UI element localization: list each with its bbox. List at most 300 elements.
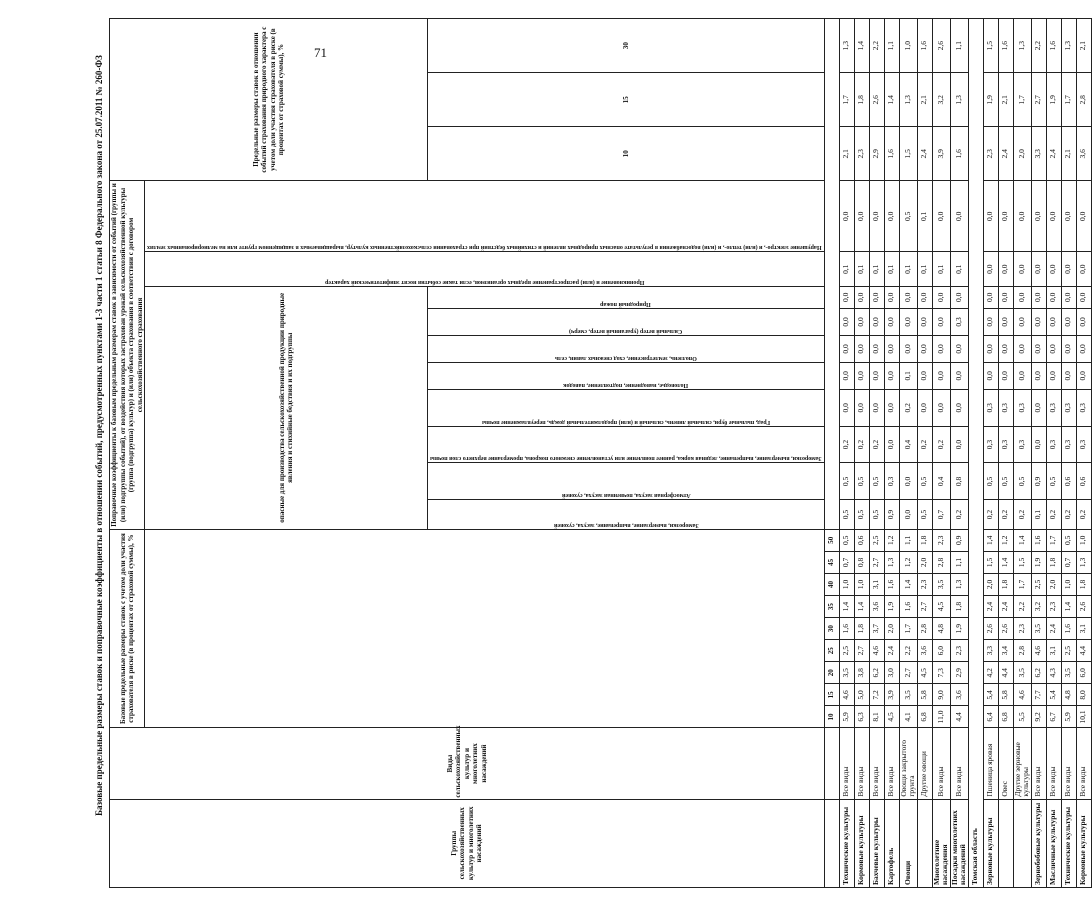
base-rate-cell: 1,9 [884, 596, 899, 618]
coefficient-cell: 0,1 [899, 362, 917, 389]
final-rate-cell: 1,1 [884, 19, 899, 73]
base-rate-cell: 5,8 [917, 684, 932, 706]
header-coef-col-9: Нарушение электро-, и (или) тепло-, и (или) водоснабжения в результате опасных природных явлений и стихийных бедствий при страховании сельскохозяйственных культур, выращиваемых в защищенном грунте или на мелиорированных землях [145, 181, 825, 252]
base-rate-cell: 1,3 [1076, 551, 1091, 573]
base-rate-cell: 2,3 [1013, 618, 1031, 640]
base-rate-cell: 6,8 [917, 706, 932, 728]
header-coef: Поправочные коэффициенты к базовым предельным размерам ставок в зависимости от событий (группы и (или) подгруппы событий), от воздействия которых застрахован урожай сельскохозяйственной культуры (группа (подгруппа) культур) и (или) объекта страхования в соответствии с договором сельскохозяйственного страхования [110, 181, 145, 529]
coefficient-cell: 0,3 [998, 426, 1013, 463]
coefficient-cell: 0,3 [1061, 426, 1076, 463]
coefficient-cell: 0,0 [869, 308, 884, 335]
coefficient-cell: 0,1 [899, 252, 917, 286]
final-rate-cell: 2,1 [839, 127, 854, 181]
base-rate-cell: 3,5 [1013, 662, 1031, 684]
row-group [917, 799, 932, 887]
coefficient-cell: 0,0 [839, 362, 854, 389]
base-rate-cell: 5,9 [839, 706, 854, 728]
base-rate-cell: 2,5 [1031, 573, 1046, 595]
share-spacer [824, 728, 839, 799]
coefficient-cell: 0,0 [1076, 181, 1091, 252]
base-rate-cell: 4,3 [1046, 662, 1061, 684]
header-share: 15 [824, 684, 839, 706]
coefficient-cell: 0,0 [884, 389, 899, 426]
final-rate-cell: 2,2 [1031, 19, 1046, 73]
base-rate-cell: 2,6 [983, 618, 998, 640]
coefficient-cell: 0,0 [899, 500, 917, 529]
coefficient-cell: 0,2 [1013, 500, 1031, 529]
table-row [869, 19, 884, 888]
coefficient-cell: 0,3 [983, 389, 998, 426]
base-rate-cell: 0,9 [950, 529, 968, 551]
base-rate-cell: 2,4 [1046, 618, 1061, 640]
base-rate-cell: 1,8 [950, 596, 968, 618]
coefficient-cell: 0,0 [1031, 362, 1046, 389]
coefficient-cell: 0,0 [932, 286, 950, 308]
coefficient-cell: 0,0 [1046, 308, 1061, 335]
base-rate-cell: 2,2 [899, 640, 917, 662]
row-group [1013, 799, 1031, 887]
coefficient-cell: 0,0 [983, 252, 998, 286]
base-rate-cell: 6,2 [1031, 662, 1046, 684]
base-rate-cell: 2,7 [917, 596, 932, 618]
base-rate-cell: 3,1 [1076, 618, 1091, 640]
row-kind: Другие зерновые культуры [1013, 728, 1031, 799]
coefficient-cell: 0,3 [1061, 389, 1076, 426]
coefficient-cell: 0,0 [854, 308, 869, 335]
coefficient-cell: 0,1 [854, 252, 869, 286]
coefficient-cell: 0,0 [950, 286, 968, 308]
base-rate-cell: 1,8 [998, 573, 1013, 595]
header-coef-col-8: Проникновение и (или) распространение вредных организмов, если такие события носят эпифитотический характер [145, 252, 825, 286]
base-rate-cell: 4,6 [1013, 684, 1031, 706]
row-group: Масличные культуры [1046, 799, 1061, 887]
coefficient-cell: 0,0 [917, 308, 932, 335]
table-row [917, 19, 932, 888]
base-rate-cell: 1,0 [1061, 573, 1076, 595]
base-rate-cell: 3,4 [998, 640, 1013, 662]
base-rate-cell: 1,3 [884, 551, 899, 573]
header-share: 45 [824, 551, 839, 573]
base-rate-cell: 4,6 [839, 684, 854, 706]
final-rate-cell: 1,5 [899, 127, 917, 181]
final-rate-cell: 3,2 [932, 73, 950, 127]
base-rate-cell: 1,6 [899, 596, 917, 618]
header-share: 30 [824, 618, 839, 640]
base-rate-cell: 7,2 [869, 684, 884, 706]
base-rate-cell: 2,5 [1061, 640, 1076, 662]
coefficient-cell: 0,3 [1076, 426, 1091, 463]
base-rate-cell: 1,2 [884, 529, 899, 551]
header-final-share-0: 10 [428, 127, 824, 181]
final-rate-cell: 1,5 [983, 19, 998, 73]
base-rate-cell: 1,2 [998, 529, 1013, 551]
coefficient-cell: 0,1 [917, 252, 932, 286]
base-rate-cell: 2,3 [932, 529, 950, 551]
base-rate-cell: 3,2 [1031, 596, 1046, 618]
base-rate-cell: 0,5 [1061, 529, 1076, 551]
coefficient-cell: 0,0 [854, 286, 869, 308]
row-kind: Все виды [884, 728, 899, 799]
coefficient-cell: 0,2 [1046, 500, 1061, 529]
coefficient-cell: 0,0 [1061, 362, 1076, 389]
base-rate-cell: 5,4 [1046, 684, 1061, 706]
base-rate-cell: 2,8 [917, 618, 932, 640]
final-rate-cell: 1,3 [839, 19, 854, 73]
coefficient-cell: 0,3 [1013, 389, 1031, 426]
coefficient-cell: 0,2 [932, 426, 950, 463]
coefficient-cell: 0,0 [839, 335, 854, 362]
coefficient-cell: 0,0 [983, 286, 998, 308]
base-rate-cell: 0,8 [854, 551, 869, 573]
base-rate-cell: 2,8 [932, 551, 950, 573]
base-rate-cell: 1,7 [1046, 529, 1061, 551]
base-rate-cell: 2,8 [1013, 640, 1031, 662]
base-rate-cell: 5,0 [854, 684, 869, 706]
base-rate-cell: 7,7 [1031, 684, 1046, 706]
coefficient-cell: 0,5 [869, 463, 884, 500]
base-rate-cell: 6,2 [869, 662, 884, 684]
coefficient-cell: 0,0 [983, 335, 998, 362]
base-rate-cell: 2,3 [917, 573, 932, 595]
coefficient-cell: 0,0 [950, 181, 968, 252]
base-rate-cell: 4,6 [1031, 640, 1046, 662]
coefficient-cell: 0,0 [854, 362, 869, 389]
coefficient-cell: 0,0 [869, 362, 884, 389]
base-rate-cell: 1,6 [839, 618, 854, 640]
final-rate-cell: 2,6 [869, 73, 884, 127]
base-rate-cell: 4,4 [998, 662, 1013, 684]
coefficient-cell: 0,5 [854, 463, 869, 500]
base-rate-cell: 2,7 [869, 551, 884, 573]
base-rate-cell: 0,6 [854, 529, 869, 551]
coefficient-cell: 0,0 [917, 362, 932, 389]
base-rate-cell: 1,9 [950, 618, 968, 640]
base-rate-cell: 1,7 [899, 618, 917, 640]
final-rate-cell: 1,3 [950, 73, 968, 127]
coefficient-cell: 0,0 [1013, 252, 1031, 286]
table-row [1031, 19, 1046, 888]
coefficient-cell: 0,0 [869, 389, 884, 426]
table-row [854, 19, 869, 888]
final-rate-cell: 1,0 [899, 19, 917, 73]
coefficient-cell: 0,3 [1046, 426, 1061, 463]
coefficient-cell: 0,0 [1076, 335, 1091, 362]
coefficient-cell: 0,0 [884, 335, 899, 362]
final-rate-cell: 1,6 [998, 19, 1013, 73]
final-rate-cell: 2,7 [1031, 73, 1046, 127]
base-rate-cell: 1,6 [1031, 529, 1046, 551]
coefficient-cell: 0,0 [899, 463, 917, 500]
coefficient-cell: 0,0 [998, 335, 1013, 362]
base-rate-cell: 6,0 [932, 640, 950, 662]
coefficient-cell: 0,9 [884, 500, 899, 529]
coefficient-cell: 0,4 [932, 463, 950, 500]
base-rate-cell: 1,5 [1013, 551, 1031, 573]
coefficient-cell: 0,3 [884, 463, 899, 500]
row-group: Бахчевые культуры [869, 799, 884, 887]
final-rate-cell: 2,1 [1076, 19, 1091, 73]
base-rate-cell: 1,9 [1031, 551, 1046, 573]
final-rate-cell: 2,9 [869, 127, 884, 181]
coefficient-cell: 0,0 [932, 308, 950, 335]
coefficient-cell: 0,0 [1031, 286, 1046, 308]
coefficient-cell: 0,0 [932, 335, 950, 362]
coefficient-cell: 0,5 [869, 500, 884, 529]
base-rate-cell: 1,8 [854, 618, 869, 640]
base-rate-cell: 9,2 [1031, 706, 1046, 728]
base-rate-cell: 0,5 [839, 529, 854, 551]
base-rate-cell: 3,5 [1061, 662, 1076, 684]
base-rate-cell: 1,1 [950, 551, 968, 573]
row-kind: Другие овощи [917, 728, 932, 799]
base-rate-cell: 4,8 [932, 618, 950, 640]
coefficient-cell: 0,1 [932, 252, 950, 286]
coefficient-cell: 0,0 [839, 286, 854, 308]
table-row [884, 19, 899, 888]
coefficient-cell: 0,0 [884, 181, 899, 252]
header-final-share-2: 30 [428, 19, 824, 73]
coefficient-cell: 0,7 [932, 500, 950, 529]
coefficient-cell: 0,0 [1046, 362, 1061, 389]
base-rate-cell: 0,7 [839, 551, 854, 573]
final-rate-cell: 1,4 [854, 19, 869, 73]
header-base-spacer [145, 529, 825, 728]
share-header-row [824, 19, 839, 888]
coefficient-cell: 0,0 [1046, 335, 1061, 362]
table-row [950, 19, 968, 888]
final-rate-cell: 1,7 [1013, 73, 1031, 127]
base-rate-cell: 6,4 [983, 706, 998, 728]
base-rate-cell: 2,0 [917, 551, 932, 573]
coefficient-cell: 0,0 [839, 389, 854, 426]
base-rate-cell: 1,0 [1076, 529, 1091, 551]
final-rate-cell: 1,3 [899, 73, 917, 127]
base-rate-cell: 1,8 [1076, 573, 1091, 595]
base-rate-cell: 3,0 [884, 662, 899, 684]
coefficient-cell: 0,0 [932, 362, 950, 389]
row-group: Многолетние насаждения [932, 799, 950, 887]
coefficient-cell: 0,0 [1046, 252, 1061, 286]
base-rate-cell: 4,5 [917, 662, 932, 684]
coefficient-cell: 0,3 [1076, 389, 1091, 426]
coefficient-cell: 0,0 [1076, 252, 1091, 286]
base-rate-cell: 1,2 [899, 551, 917, 573]
coefficient-cell: 0,0 [1013, 181, 1031, 252]
final-rate-cell: 2,2 [869, 19, 884, 73]
final-rate-cell: 3,6 [1076, 127, 1091, 181]
base-rate-cell: 1,4 [983, 529, 998, 551]
row-group: Технические культуры [1061, 799, 1076, 887]
coefficient-cell: 0,2 [917, 426, 932, 463]
coefficient-cell: 0,0 [1013, 308, 1031, 335]
coefficient-cell: 0,0 [884, 308, 899, 335]
base-rate-cell: 3,3 [983, 640, 998, 662]
coefficient-cell: 0,0 [839, 181, 854, 252]
coefficient-cell: 0,0 [998, 362, 1013, 389]
header-coef-col-6: Сильный ветер (ураганный ветер, смерч) [428, 308, 824, 335]
base-rate-cell: 3,1 [1046, 640, 1061, 662]
coefficient-cell: 0,0 [854, 335, 869, 362]
coefficient-cell: 0,0 [917, 335, 932, 362]
table-row [839, 19, 854, 888]
coefficient-cell: 0,2 [869, 426, 884, 463]
row-kind: Овес [998, 728, 1013, 799]
base-rate-cell: 7,3 [932, 662, 950, 684]
base-rate-cell: 1,4 [1013, 529, 1031, 551]
base-rate-cell: 4,2 [983, 662, 998, 684]
coefficient-cell: 0,0 [1061, 286, 1076, 308]
base-rate-cell: 4,4 [950, 706, 968, 728]
table-row [1046, 19, 1061, 888]
coefficient-cell: 0,0 [998, 252, 1013, 286]
coefficient-cell: 0,2 [899, 389, 917, 426]
coefficient-cell: 0,0 [884, 286, 899, 308]
coefficient-cell: 0,0 [1061, 308, 1076, 335]
base-rate-cell: 11,0 [932, 706, 950, 728]
base-rate-cell: 2,0 [884, 618, 899, 640]
base-rate-cell: 2,4 [884, 640, 899, 662]
final-rate-cell: 1,9 [983, 73, 998, 127]
row-group: Кормовые культуры [854, 799, 869, 887]
row-kind: Все виды [1061, 728, 1076, 799]
page-number: 71 [314, 45, 327, 60]
base-rate-cell: 3,6 [950, 684, 968, 706]
coefficient-cell: 0,3 [950, 308, 968, 335]
coefficient-cell: 0,3 [998, 389, 1013, 426]
row-kind: Все виды [950, 728, 968, 799]
header-coef-col-5: Оползень, землетрясение, сход снежных лавин, сель [428, 335, 824, 362]
coefficient-cell: 0,1 [917, 181, 932, 252]
row-kind: Все виды [869, 728, 884, 799]
header-share: 50 [824, 529, 839, 551]
coefficient-cell: 0,0 [932, 389, 950, 426]
document-title: Базовые предельные размеры ставок и поправочные коэффициенты в отношении событий, предусмотренных пунктами 1-3 части 1 статьи 8 Федерального закона от 25.07.2011 № 260-ФЗ [94, 55, 104, 816]
coefficient-cell: 0,0 [998, 308, 1013, 335]
header-group: Группы сельскохозяйственных культур и многолетних насаждений [110, 799, 825, 887]
coefficient-cell: 0,0 [983, 181, 998, 252]
header-coef-nature: опасные для производства сельскохозяйственной продукции природные явления и стихийные бедствия и их подгруппы [145, 286, 428, 529]
base-rate-cell: 2,2 [1013, 596, 1031, 618]
base-rate-cell: 2,0 [983, 573, 998, 595]
final-rate-cell: 2,1 [1061, 127, 1076, 181]
row-group: Зернобобовые культуры [1031, 799, 1046, 887]
base-rate-cell: 3,5 [839, 662, 854, 684]
coefficient-cell: 0,0 [884, 362, 899, 389]
base-rate-cell: 1,5 [983, 551, 998, 573]
coefficient-cell: 0,2 [950, 500, 968, 529]
base-rate-cell: 4,6 [869, 640, 884, 662]
coefficient-cell: 0,5 [899, 181, 917, 252]
base-rate-cell: 4,5 [932, 596, 950, 618]
coefficient-cell: 0,8 [950, 463, 968, 500]
coefficient-cell: 0,6 [1061, 463, 1076, 500]
header-coef-col-4: Половодье, наводнение, подтопление, паводок [428, 362, 824, 389]
final-rate-cell: 3,9 [932, 127, 950, 181]
base-rate-cell: 2,4 [998, 596, 1013, 618]
coefficient-cell: 0,0 [1076, 362, 1091, 389]
final-rate-cell: 1,8 [854, 73, 869, 127]
final-rate-cell: 3,3 [1031, 127, 1046, 181]
coefficient-cell: 0,2 [854, 426, 869, 463]
coefficient-cell: 0,0 [1076, 286, 1091, 308]
coefficient-cell: 0,0 [869, 335, 884, 362]
header-coef-col-3: Град, пыльные бури, сильный ливень, сильный и (или) продолжительный дождь, переувлажнение почвы [428, 389, 824, 426]
coefficient-cell: 0,2 [839, 426, 854, 463]
final-rate-cell: 2,8 [1076, 73, 1091, 127]
row-group: Зерновые культуры [983, 799, 998, 887]
header-base: Базовые предельные размеры ставок с учетом доли участия страхователя в риске (в процентах от страховой суммы), % [110, 529, 145, 728]
base-rate-cell: 3,7 [869, 618, 884, 640]
coefficient-cell: 0,6 [1076, 463, 1091, 500]
coefficient-cell: 0,2 [998, 500, 1013, 529]
coefficient-cell: 0,0 [1013, 335, 1031, 362]
coefficient-cell: 0,3 [1013, 426, 1031, 463]
coefficient-cell: 0,2 [983, 500, 998, 529]
base-rate-cell: 5,8 [998, 684, 1013, 706]
base-rate-cell: 5,5 [1013, 706, 1031, 728]
base-rate-cell: 2,5 [869, 529, 884, 551]
coefficient-cell: 0,0 [1031, 426, 1046, 463]
final-rate-cell: 2,4 [998, 127, 1013, 181]
base-rate-cell: 3,6 [869, 596, 884, 618]
base-rate-cell: 2,9 [950, 662, 968, 684]
base-rate-cell: 4,8 [1061, 684, 1076, 706]
base-rate-cell: 3,1 [869, 573, 884, 595]
base-rate-cell: 1,4 [998, 551, 1013, 573]
coefficient-cell: 0,1 [950, 252, 968, 286]
final-rate-cell: 1,3 [1013, 19, 1031, 73]
row-group [998, 799, 1013, 887]
final-rate-cell: 1,7 [1061, 73, 1076, 127]
base-rate-cell: 1,6 [884, 573, 899, 595]
base-rate-cell: 3,8 [854, 662, 869, 684]
final-rate-cell: 1,9 [1046, 73, 1061, 127]
final-rate-cell: 2,3 [854, 127, 869, 181]
table-row [998, 19, 1013, 888]
final-rate-cell: 1,7 [839, 73, 854, 127]
coefficient-cell: 0,0 [983, 362, 998, 389]
row-kind: Овощи закрытого грунта [899, 728, 917, 799]
coefficient-cell: 0,4 [899, 426, 917, 463]
header-coef-col-1: Атмосферная засуха, почвенная засуха, суховей [428, 463, 824, 500]
coefficient-cell: 0,0 [917, 286, 932, 308]
header-share: 35 [824, 596, 839, 618]
row-group: Картофель [884, 799, 899, 887]
header-final: Предельные размеры ставок в отношении событий страхования природного характера с учетом доли участия страхователя в риске (в процентах от страховой суммы), % [110, 19, 428, 181]
coefficient-cell: 0,0 [1013, 286, 1031, 308]
base-rate-cell: 2,0 [1046, 573, 1061, 595]
base-rate-cell: 2,7 [854, 640, 869, 662]
row-kind: Все виды [1031, 728, 1046, 799]
base-rate-cell: 1,1 [899, 529, 917, 551]
base-rate-cell: 2,4 [983, 596, 998, 618]
row-kind: Все виды [1046, 728, 1061, 799]
coefficient-cell: 0,0 [1061, 252, 1076, 286]
coefficient-cell: 0,0 [950, 362, 968, 389]
final-rate-cell: 2,1 [998, 73, 1013, 127]
share-spacer [824, 19, 839, 530]
coefficient-cell: 0,0 [983, 308, 998, 335]
coefficient-cell: 0,0 [950, 335, 968, 362]
final-rate-cell: 2,3 [983, 127, 998, 181]
table-row [1013, 19, 1031, 888]
base-rate-cell: 1,4 [839, 596, 854, 618]
final-rate-cell: 1,3 [1061, 19, 1076, 73]
base-rate-cell: 1,3 [950, 573, 968, 595]
final-rate-cell: 1,1 [950, 19, 968, 73]
final-rate-cell: 2,4 [917, 127, 932, 181]
coefficient-cell: 0,0 [1031, 252, 1046, 286]
